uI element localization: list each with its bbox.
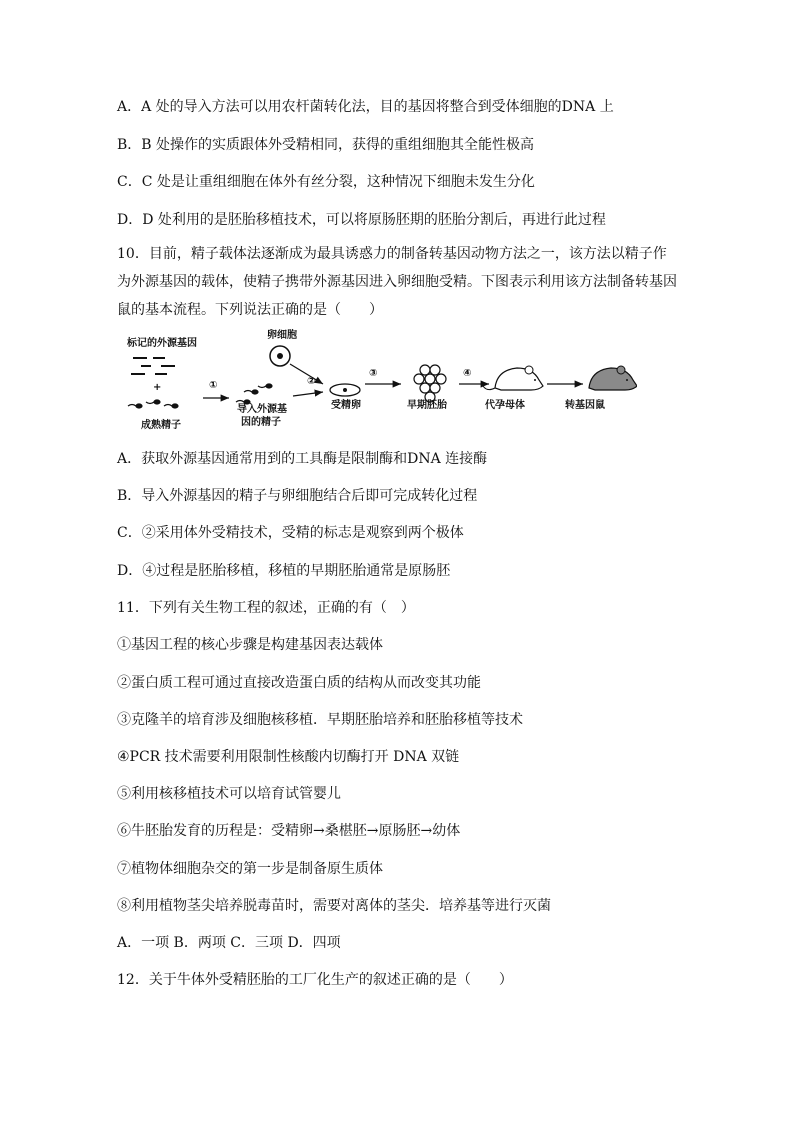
q10-stem: 10．目前，精子载体法逐渐成为最具诱惑力的制备转基因动物方法之一，该方法以精子作为外源基因的载体，使精子携带外源基因进入卵细胞受精。下图表示利用该方法制备转基因鼠的基本流程。下列说法正确的是（ ） bbox=[117, 246, 677, 318]
step-3-label: ③ bbox=[369, 368, 378, 379]
q11-item: ⑧利用植物茎尖培养脱毒苗时，需要对离体的茎尖．培养基等进行灭菌 bbox=[117, 898, 551, 914]
step-4-label: ④ bbox=[463, 368, 472, 379]
surrogate-mouse-icon bbox=[483, 366, 543, 390]
q9-option-d: D．D 处利用的是胚胎移植技术，可以将原肠胚期的胚胎分割后，再进行此过程 bbox=[117, 212, 606, 228]
q12-stem: 12．关于牛体外受精胚胎的工厂化生产的叙述正确的是（ ） bbox=[117, 972, 513, 988]
q9-option-b: B．B 处操作的实质跟体外受精相同，获得的重组细胞其全能性极高 bbox=[117, 137, 535, 153]
q10-option-b: B．导入外源基因的精子与卵细胞结合后即可完成转化过程 bbox=[117, 488, 478, 504]
sperm-with-gene-label-line1: 导入外源基 bbox=[237, 404, 287, 415]
transgenic-mouse-label: 转基因鼠 bbox=[565, 400, 605, 411]
sperm-with-gene-icon bbox=[236, 384, 272, 404]
labeled-gene-label: 标记的外源基因 bbox=[127, 338, 197, 349]
q11-item: ①基因工程的核心步骤是构建基因表达载体 bbox=[117, 637, 383, 653]
transgenic-mouse-icon bbox=[589, 366, 637, 390]
q11-options: A．一项 B．两项 C．三项 D．四项 bbox=[117, 935, 341, 951]
q11-item: ⑤利用核移植技术可以培育试管婴儿 bbox=[117, 786, 341, 802]
mature-sperm-icon bbox=[128, 400, 178, 408]
early-embryo-label: 早期胚胎 bbox=[407, 400, 447, 411]
q11-item: ⑥牛胚胎发育的历程是：受精卵→桑椹胚→原肠胚→幼体 bbox=[117, 823, 461, 839]
q10-option-d: D．④过程是胚胎移植，移植的早期胚胎通常是原肠胚 bbox=[117, 563, 451, 579]
zygote-icon bbox=[330, 384, 360, 396]
q11-item: ③克隆羊的培育涉及细胞核移植．早期胚胎培养和胚胎移植等技术 bbox=[117, 712, 523, 728]
step-1-label: ① bbox=[209, 380, 218, 391]
q9-option-a: A．A 处的导入方法可以用农杆菌转化法，目的基因将整合到受体细胞的DNA 上 bbox=[117, 99, 614, 115]
plus-sign: + bbox=[153, 382, 162, 393]
zygote-label: 受精卵 bbox=[331, 400, 361, 411]
egg-label: 卵细胞 bbox=[267, 330, 297, 341]
gene-fragments-icon bbox=[131, 358, 175, 374]
q11-item: ②蛋白质工程可通过直接改造蛋白质的结构从而改变其功能 bbox=[117, 675, 481, 691]
step-2-label: ② bbox=[307, 376, 316, 387]
mature-sperm-label: 成熟精子 bbox=[141, 420, 181, 431]
early-embryo-icon bbox=[414, 365, 446, 402]
egg-cell-icon bbox=[270, 346, 290, 366]
q10-option-c: C．②采用体外受精技术，受精的标志是观察到两个极体 bbox=[117, 525, 464, 541]
q11-item: ④PCR 技术需要利用限制性核酸内切酶打开 DNA 双链 bbox=[117, 749, 460, 765]
surrogate-label: 代孕母体 bbox=[485, 400, 525, 411]
transgenic-mouse-flowchart bbox=[117, 326, 637, 436]
q11-stem: 11．下列有关生物工程的叙述，正确的有（ ） bbox=[117, 600, 415, 616]
q9-option-c: C．C 处是让重组细胞在体外有丝分裂，这种情况下细胞未发生分化 bbox=[117, 174, 535, 190]
sperm-with-gene-label-line2: 因的精子 bbox=[241, 417, 281, 428]
q10-option-a: A．获取外源基因通常用到的工具酶是限制酶和DNA 连接酶 bbox=[117, 451, 488, 467]
q11-item: ⑦植物体细胞杂交的第一步是制备原生质体 bbox=[117, 861, 383, 877]
